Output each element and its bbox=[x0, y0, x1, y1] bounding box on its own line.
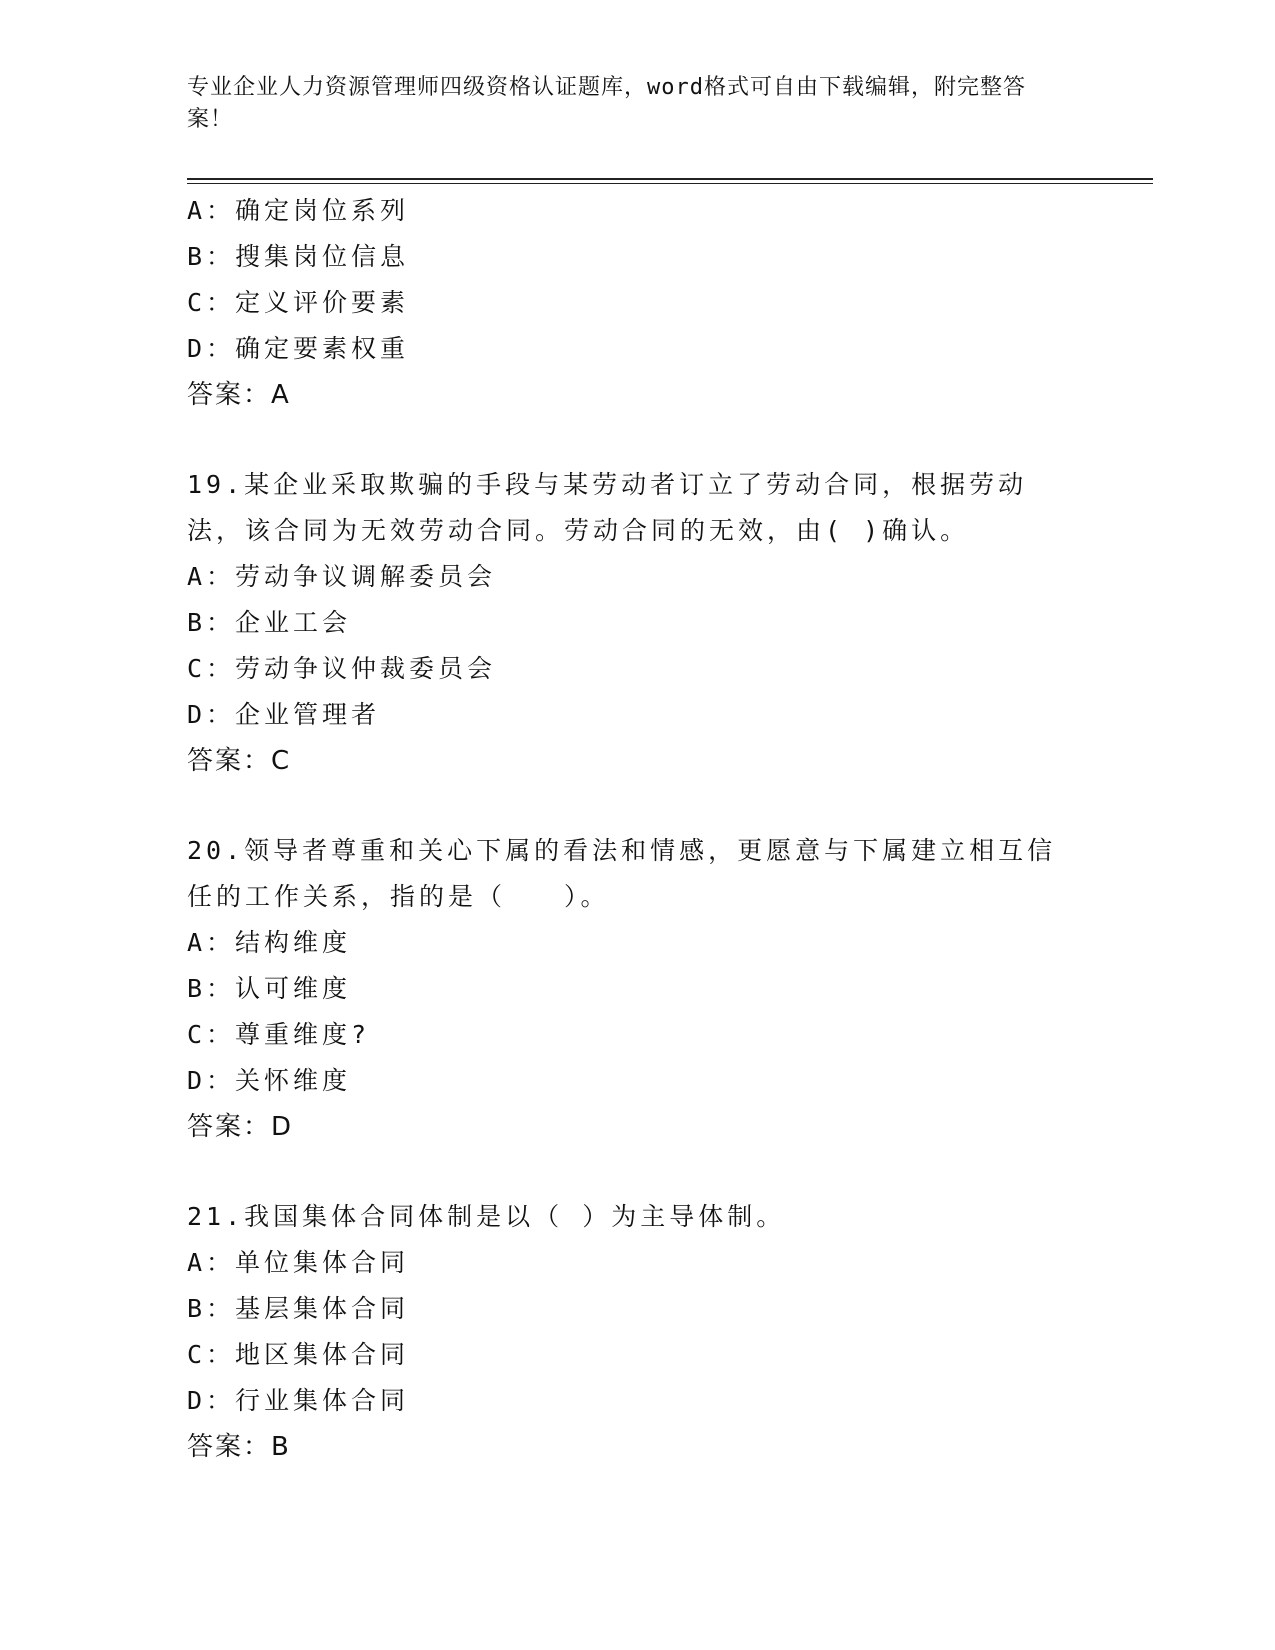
answer: 答案：D bbox=[187, 1112, 294, 1142]
option-c: C：地区集体合同 bbox=[187, 1340, 410, 1369]
option-a: A：确定岗位系列 bbox=[187, 196, 410, 225]
answer: 答案：B bbox=[187, 1432, 291, 1462]
question-text: 19.某企业采取欺骗的手段与某劳动者订立了劳动合同，根据劳动法，该合同为无效劳动合同。劳动合同的无效，由( )确认。 bbox=[187, 470, 1028, 545]
header-rule-thin bbox=[187, 183, 1153, 184]
option-c: C：定义评价要素 bbox=[187, 288, 410, 317]
question-block bbox=[187, 462, 1087, 784]
option-a: A：结构维度 bbox=[187, 928, 352, 957]
question-list bbox=[187, 188, 1087, 1470]
option-d: D：关怀维度 bbox=[187, 1066, 352, 1095]
option-d: D：企业管理者 bbox=[187, 700, 381, 729]
option-d: D：行业集体合同 bbox=[187, 1386, 410, 1415]
answer: 答案：C bbox=[187, 746, 292, 776]
option-c: C：劳动争议仲裁委员会 bbox=[187, 654, 497, 683]
question-block bbox=[187, 1194, 1087, 1470]
question-block bbox=[187, 188, 1087, 418]
option-b: B：基层集体合同 bbox=[187, 1294, 410, 1323]
question-text: 21.我国集体合同体制是以（ ）为主导体制。 bbox=[187, 1202, 786, 1231]
option-b: B：搜集岗位信息 bbox=[187, 242, 410, 271]
option-b: B：企业工会 bbox=[187, 608, 352, 637]
option-c: C：尊重维度? bbox=[187, 1020, 371, 1049]
option-a: A：单位集体合同 bbox=[187, 1248, 410, 1277]
document-header: 专业企业人力资源管理师四级资格认证题库，word格式可自由下载编辑，附完整答案！ bbox=[187, 75, 1026, 132]
answer: 答案：A bbox=[187, 380, 291, 410]
option-a: A：劳动争议调解委员会 bbox=[187, 562, 497, 591]
header-rule-thick bbox=[187, 178, 1153, 180]
question-block bbox=[187, 828, 1087, 1150]
question-text: 20.领导者尊重和关心下属的看法和情感，更愿意与下属建立相互信任的工作关系，指的是（ ）。 bbox=[187, 836, 1057, 911]
option-d: D：确定要素权重 bbox=[187, 334, 410, 363]
option-b: B：认可维度 bbox=[187, 974, 352, 1003]
